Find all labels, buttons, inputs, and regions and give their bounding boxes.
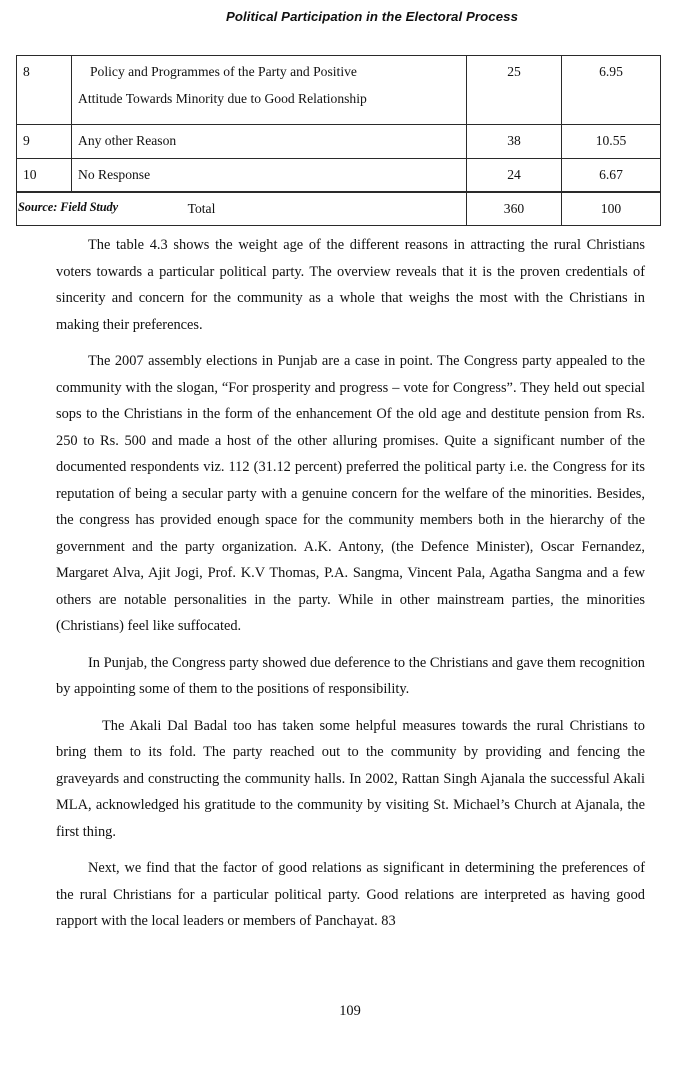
cell-reason-line2: Attitude Towards Minority due to Good Relationship bbox=[78, 90, 367, 106]
cell-percentage: 10.55 bbox=[562, 125, 661, 159]
table-row bbox=[17, 125, 661, 159]
paragraph-good-relations-factor: Next, we find that the factor of good relations as significant in determining the preferences of the rural Christians for a particular political party. Good relations are interpreted as having good rapport with the local leaders or members of Panchayat. 83 bbox=[56, 860, 645, 929]
table-row bbox=[17, 158, 661, 192]
body-text-column bbox=[56, 232, 645, 935]
cell-reason bbox=[72, 56, 467, 125]
page-number: 109 bbox=[339, 1003, 361, 1019]
cell-frequency: 38 bbox=[467, 125, 562, 159]
paragraph-akali-dal-badal: The Akali Dal Badal too has taken some helpful measures towards the rural Christians to bring them to its fold. The party reached out to the community by providing and fencing the graveyards and constructing the community halls. In 2002, Rattan Singh Ajanala the successful Akali MLA, acknowledged his gratitude to the community by visiting St. Michael’s Church at Ajanala, the first thing. bbox=[56, 717, 645, 840]
cell-percentage: 6.95 bbox=[562, 56, 661, 125]
table-row bbox=[17, 56, 661, 125]
cell-frequency: 25 bbox=[467, 56, 562, 125]
paragraph-table-overview: The table 4.3 shows the weight age of the different reasons in attracting the rural Christians voters towards a particular political party. The overview reveals that it is the proven credentials of sincerity and concern for the community as a whole that weighs the most with the Christians in making their preferences. bbox=[56, 237, 645, 333]
cell-reason: No Response bbox=[72, 158, 467, 192]
cell-total-label: Total bbox=[17, 192, 467, 226]
running-header: Political Participation in the Electoral Process bbox=[225, 9, 519, 24]
cell-percentage: 6.67 bbox=[562, 158, 661, 192]
paragraph-2007-assembly-elections: The 2007 assembly elections in Punjab are a case in point. The Congress party appealed to the community with the slogan, “For prosperity and progress – vote for Congress”. They held out special sops to the Christians in the form of the enhancement Of the old age and destitute pension from Rs. 250 to Rs. 500 and made a host of the other alluring promises. Quite a significant number of the documented respondents viz. 112 (31.12 percent) preferred the political party i.e. the Congress for its reputation of being a secular party with a genuine concern for the welfare of the minorities. Besides, the congress has provided enough space for the community members both in the hierarchy of the government and the party organization. A.K. Antony, (the Defence Minister), Oscar Fernandez, Margaret Alva, Ajit Jogi, Prof. K.V Thomas, P.A. Sangma, Vincent Pala, Agatha Sangma and a few others are notable personalities in the party. While in other mainstream parties, the minorities (Christians) feel like suffocated. bbox=[56, 353, 645, 634]
cell-serial-number: 8 bbox=[17, 56, 72, 125]
cell-serial-number: 9 bbox=[17, 125, 72, 159]
paragraph-congress-deference: In Punjab, the Congress party showed due deference to the Christians and gave them recognition by appointing some of them to the positions of responsibility. bbox=[56, 654, 645, 697]
cell-frequency: 24 bbox=[467, 158, 562, 192]
cell-serial-number: 10 bbox=[17, 158, 72, 192]
table-source-note: Source: Field Study bbox=[18, 200, 118, 214]
cell-total-frequency: 360 bbox=[467, 192, 562, 226]
cell-total-percentage: 100 bbox=[562, 192, 661, 226]
cell-reason-line1: Policy and Programmes of the Party and Positive bbox=[90, 64, 357, 79]
cell-reason: Any other Reason bbox=[72, 125, 467, 159]
